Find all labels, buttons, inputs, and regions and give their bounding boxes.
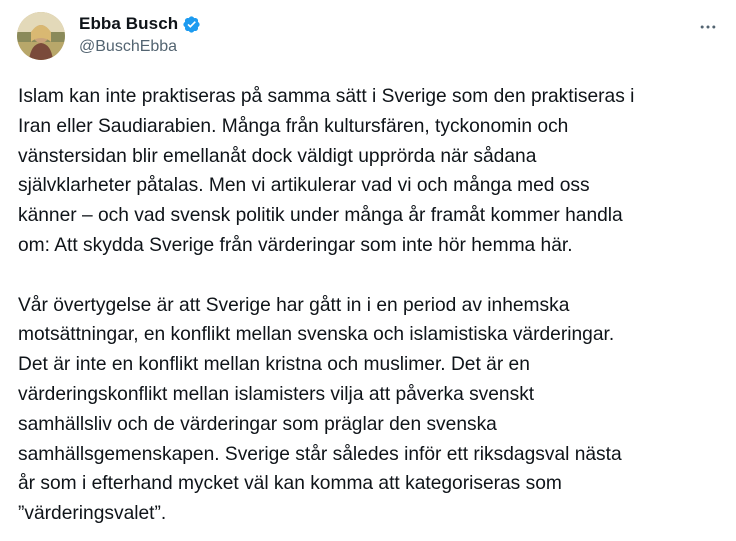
tweet-paragraph: Islam kan inte praktiseras på samma sätt i Sverige som den praktiseras i Iran eller Saudiarabien. Många från kultursfären, tyckonomin och vänstersidan blir emellanåt dock väldigt upprörda när sådana självklarheter påtalas. Men vi artikulerar vad vi och många med oss känner – och vad svensk politik under många år framåt kommer handla om: Att skydda Sverige från värderingar som inte hör hemma här. [18,86,635,256]
avatar[interactable] [17,12,65,60]
more-options-icon[interactable] [697,16,719,38]
avatar-image [17,12,65,60]
display-name[interactable]: Ebba Busch [79,14,179,33]
author-handle[interactable]: @BuschEbba [79,38,178,55]
tweet-text [18,82,723,529]
author-block [79,13,201,56]
tweet-paragraph: Vår övertygelse är att Sverige har gått in i en period av inhemska motsättningar, en konflikt mellan svenska och islamistiska värderingar. Det är inte en konflikt mellan kristna och muslimer. Det är en värderingskonflikt mellan islamisters vilja att påverka svenskt samhällsliv och de värderingar som präglar den svenska samhällsgemenskapen. Sverige står således inför ett riksdagsval nästa år som i efterhand mycket väl kan komma att kategoriseras som ”värderingsvalet”. [18,294,622,525]
verified-badge-icon[interactable] [182,15,201,34]
tweet-header [17,12,719,60]
name-row [79,13,201,35]
